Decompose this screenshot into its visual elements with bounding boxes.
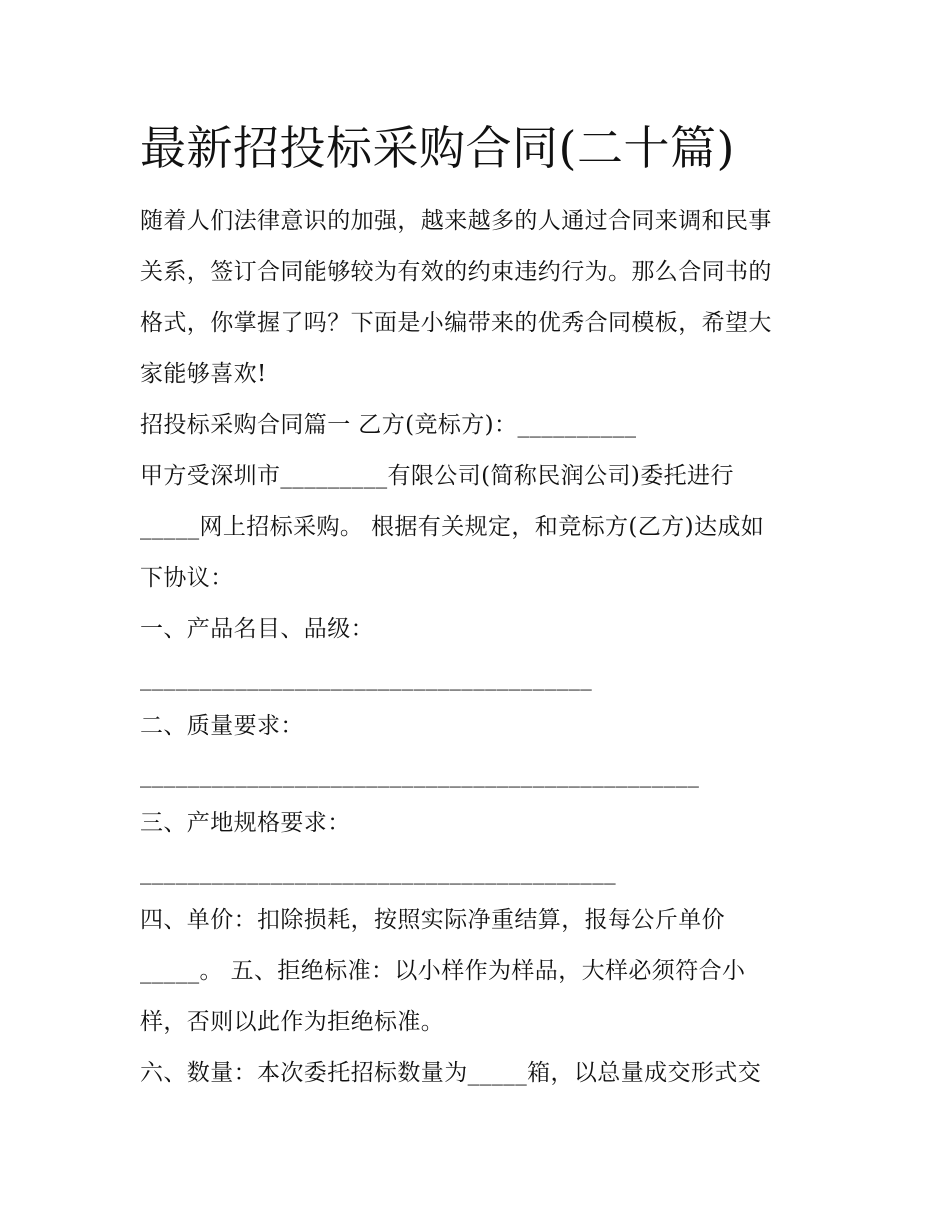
fill-in-blank-line: ________________________________________ (140, 859, 616, 885)
paragraph-line: 下协议： (140, 565, 234, 591)
paragraph-line: 样，否则以此作为拒绝标准。 (140, 1009, 445, 1035)
paragraph-line: _____网上招标采购。 根据有关规定，和竞标方(乙方)达成如 (140, 514, 765, 540)
paragraph-line: 关系，签订合同能够较为有效的约束违约行为。那么合同书的 (140, 259, 772, 285)
section-heading-price: 四、单价：扣除损耗，按照实际净重结算，报每公斤单价 (140, 907, 725, 933)
section-heading-quantity: 六、数量：本次委托招标数量为_____箱，以总量成交形式交 (140, 1060, 762, 1086)
paragraph-line: _____。 五、拒绝标准：以小样作为样品，大样必须符合小 (140, 958, 746, 984)
section-heading-origin: 三、产地规格要求： (140, 810, 351, 836)
paragraph-line: 随着人们法律意识的加强，越来越多的人通过合同来调和民事 (140, 208, 772, 234)
paragraph-line: 甲方受深圳市_________有限公司(简称民润公司)委托进行 (140, 463, 734, 489)
paragraph-line: 招投标采购合同篇一 乙方(竞标方)：__________ (140, 412, 637, 438)
fill-in-blank-line: ______________________________________ (140, 665, 593, 691)
paragraph-line: 格式，你掌握了吗？下面是小编带来的优秀合同模板，希望大 (140, 310, 772, 336)
paragraph-line: 家能够喜欢! (140, 361, 267, 387)
document-title: 最新招投标采购合同(二十篇) (140, 121, 735, 175)
section-heading-product: 一、产品名目、品级： (140, 616, 374, 642)
section-heading-quality: 二、质量要求： (140, 713, 304, 739)
fill-in-blank-line: _______________________________________________ (140, 762, 700, 788)
document-body (140, 118, 820, 1099)
